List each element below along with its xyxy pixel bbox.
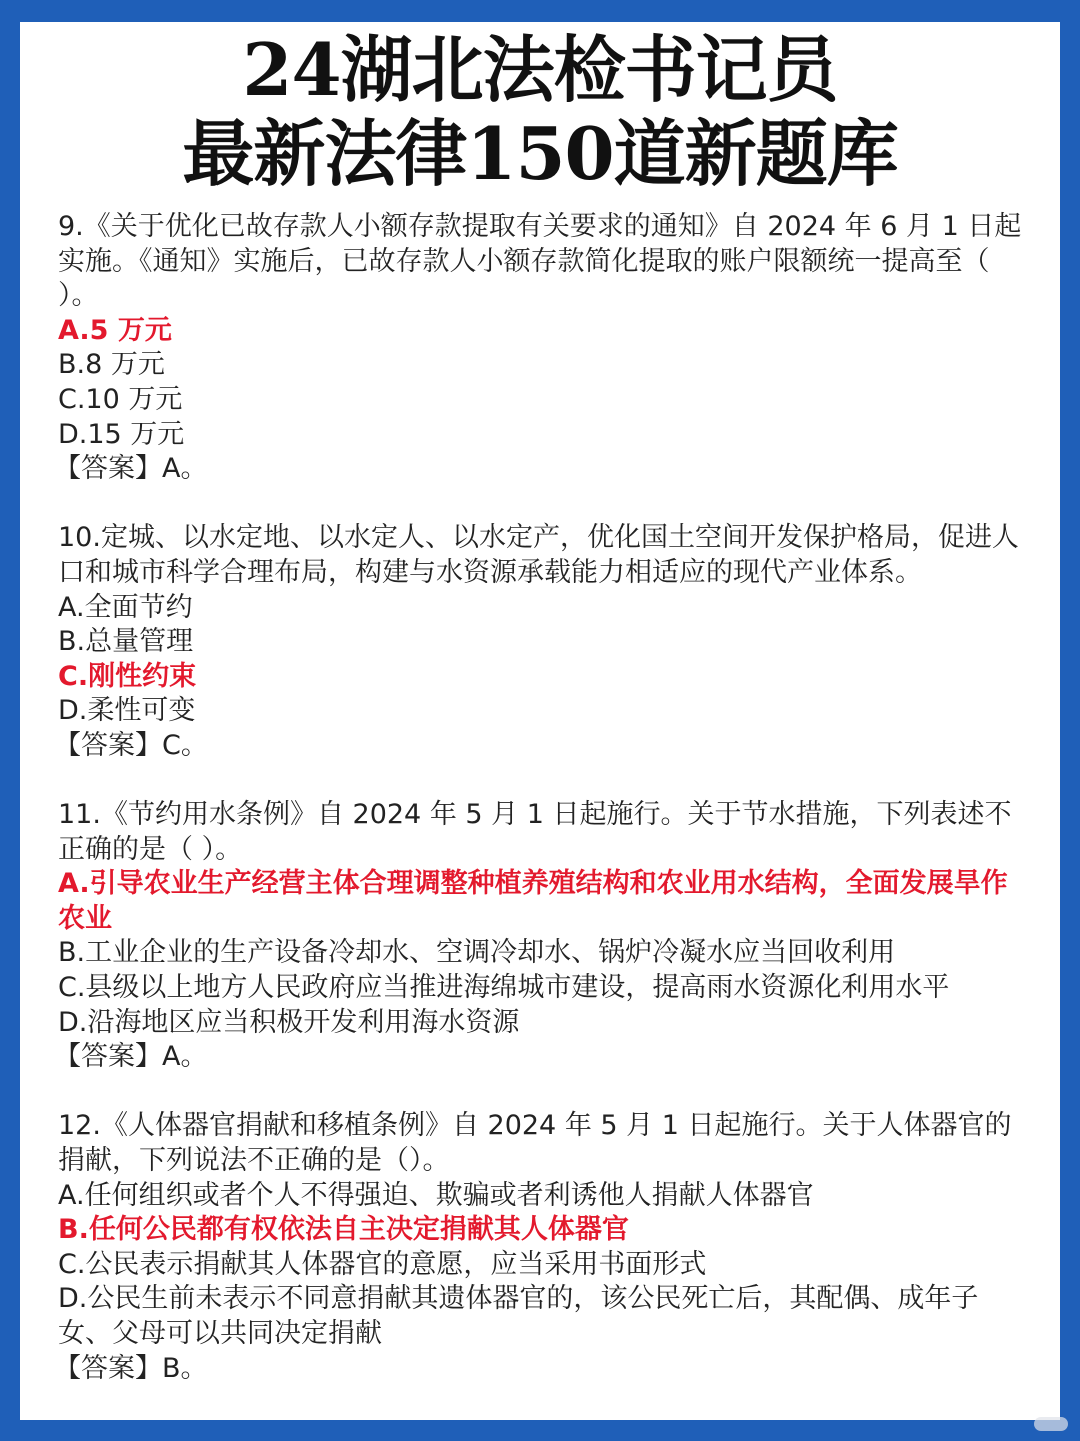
option-d: D.柔性可变 [58, 695, 196, 727]
option-d: D.沿海地区应当积极开发利用海水资源 [58, 1006, 520, 1038]
option-c: C.公民表示捐献其人体器官的意愿，应当采用书面形式 [58, 1248, 707, 1280]
spacer [58, 764, 1030, 799]
option-b-correct: B.任何公民都有权依法自主决定捐献其人体器官 [58, 1214, 629, 1246]
answer-line: 【答案】A。 [54, 453, 208, 485]
question-12 [54, 1109, 1030, 1386]
answer-line: 【答案】C。 [54, 729, 208, 761]
option-c: C.10 万元 [58, 383, 183, 415]
spacer [58, 487, 1030, 522]
title-line-1: 24湖北法检书记员 [242, 27, 838, 112]
question-text: 9.《关于优化已故存款人小额存款提取有关要求的通知》自 2024 年 6 月 1 日起实施。《通知》实施后，已故存款人小额存款简化提取的账户限额统一提高至（ ）。 [58, 211, 1022, 312]
question-text: 10.定城、以水定地、以水定人、以水定产，优化国土空间开发保护格局，促进人口和城市科学合理布局，构建与水资源承载能力相适应的现代产业体系。 [58, 522, 1019, 588]
answer-line: 【答案】B。 [54, 1352, 208, 1384]
page-card [20, 22, 1060, 1420]
question-text: 11.《节约用水条例》自 2024 年 5 月 1 日起施行。关于节水措施，下列表述不正确的是（ ）。 [58, 799, 1012, 865]
option-c: C.县级以上地方人民政府应当推进海绵城市建设，提高雨水资源化利用水平 [58, 972, 950, 1004]
spacer [58, 1075, 1030, 1110]
option-a-correct: A.引导农业生产经营主体合理调整种植养殖结构和农业用水结构，全面发展旱作农业 [58, 868, 1008, 934]
page-title [20, 28, 1060, 196]
option-a-correct: A.5 万元 [58, 314, 172, 346]
title-line-2: 最新法律150道新题库 [182, 111, 898, 196]
question-list [54, 210, 1030, 1386]
question-11 [54, 798, 1030, 1075]
option-b: B.工业企业的生产设备冷却水、空调冷却水、锅炉冷凝水应当回收利用 [58, 937, 896, 969]
question-10 [54, 521, 1030, 763]
option-d: D.15 万元 [58, 418, 185, 450]
option-c-correct: C.刚性约束 [58, 660, 197, 692]
option-d: D.公民生前未表示不同意捐献其遗体器官的，该公民死亡后，其配偶、成年子女、父母可以共同决定捐献 [58, 1283, 979, 1349]
option-a: A.任何组织或者个人不得强迫、欺骗或者利诱他人捐献人体器官 [58, 1179, 814, 1211]
answer-line: 【答案】A。 [54, 1041, 208, 1073]
watermark-badge [1034, 1417, 1068, 1431]
question-9 [54, 210, 1030, 487]
question-text: 12.《人体器官捐献和移植条例》自 2024 年 5 月 1 日起施行。关于人体器官的捐献，下列说法不正确的是（）。 [58, 1110, 1012, 1177]
option-b: B.总量管理 [58, 626, 194, 658]
option-b: B.8 万元 [58, 349, 165, 381]
option-a: A.全面节约 [58, 591, 193, 623]
